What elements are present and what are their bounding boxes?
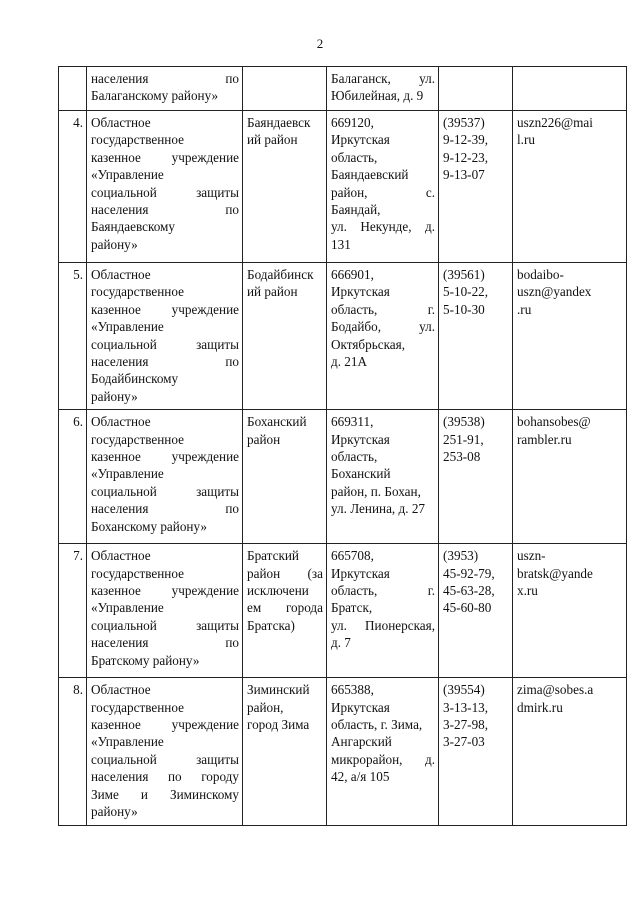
organization-line: государственное	[91, 284, 184, 300]
organization-line: району»	[91, 804, 138, 820]
organization-cell	[87, 263, 243, 410]
email-line: dmirk.ru	[517, 699, 563, 715]
organization-line: государственное	[91, 699, 184, 715]
organization-cell	[87, 111, 243, 263]
address-line: 669120,	[331, 115, 374, 130]
phone-line: 3-27-03	[443, 734, 485, 750]
email-line: bohansobes@	[517, 414, 591, 430]
address-line: ул. Ленина, д. 27	[331, 501, 426, 517]
district-cell	[243, 111, 327, 263]
district-line: город Зима	[247, 717, 310, 733]
email-line: .ru	[517, 301, 532, 317]
address-line: д. 7	[331, 635, 351, 651]
organization-line: государственное	[91, 565, 184, 581]
email-line: rambler.ru	[517, 431, 572, 447]
address-line: Иркутская	[331, 565, 390, 581]
address-line: 131	[331, 236, 351, 252]
district-line: исключени	[247, 583, 309, 599]
table-row	[59, 544, 627, 678]
address-line: Октябрьская,	[331, 336, 406, 352]
organization-line: казенное учреждение	[91, 717, 239, 733]
address-cell	[327, 410, 439, 544]
phone-line: 9-13-07	[443, 167, 485, 183]
organization-line: району»	[91, 236, 138, 252]
email-cell	[513, 678, 627, 826]
address-line: 665708,	[331, 548, 374, 564]
phone-line: 5-10-30	[443, 301, 485, 317]
phone-line: 45-60-80	[443, 600, 492, 616]
phone-line: 3-27-98,	[443, 717, 489, 733]
district-line: Баяндаевск	[247, 115, 311, 130]
address-line: микрорайон, д.	[331, 751, 435, 767]
district-cell	[243, 544, 327, 678]
email-line: uszn@yandex	[517, 284, 592, 300]
organization-line: «Управление	[91, 466, 164, 482]
organization-line: государственное	[91, 431, 184, 447]
address-line: Баяндаевский	[331, 167, 409, 183]
phone-line: (39561)	[443, 267, 485, 282]
phone-cell	[439, 410, 513, 544]
email-line: bodaibo-	[517, 267, 564, 282]
organization-line: Областное	[91, 548, 151, 564]
organization-line: населения по	[91, 501, 239, 517]
organization-line: Баяндаевскому	[91, 219, 175, 235]
organization-line: населения по городу	[91, 769, 239, 785]
phone-line: 3-13-13,	[443, 699, 489, 715]
phone-cell	[439, 263, 513, 410]
address-line: Баяндай,	[331, 202, 381, 218]
email-line: l.ru	[517, 132, 535, 148]
email-line: bratsk@yande	[517, 565, 593, 581]
organization-line: Областное	[91, 414, 151, 430]
phone-line: 9-12-39,	[443, 132, 489, 148]
district-line: Бодайбинск	[247, 267, 314, 282]
address-line: ул. Пионерская,	[331, 617, 435, 633]
organization-line: Бодайбинскому	[91, 371, 179, 387]
row-number: 8.	[73, 682, 83, 698]
district-line: Боханский	[247, 414, 307, 430]
organization-line: Областное	[91, 267, 151, 282]
row-number: 4.	[73, 115, 83, 130]
address-line: область,	[331, 449, 378, 465]
address-line: область, г.	[331, 301, 435, 317]
organization-line: Областное	[91, 115, 151, 130]
email-cell	[513, 544, 627, 678]
institutions-table	[58, 66, 627, 826]
phone-line: 9-12-23,	[443, 149, 489, 165]
district-cell	[243, 410, 327, 544]
phone-line: 251-91,	[443, 431, 484, 447]
organization-line: казенное учреждение	[91, 301, 239, 317]
organization-line: Зиме и Зиминскому	[91, 786, 239, 802]
email-cell	[513, 263, 627, 410]
organization-line: государственное	[91, 132, 184, 148]
organization-line: населения по	[91, 71, 239, 86]
address-line: 669311,	[331, 414, 374, 430]
district-cell	[243, 67, 327, 111]
phone-line: 45-92-79,	[443, 565, 495, 581]
organization-line: населения по	[91, 202, 239, 218]
table-row	[59, 410, 627, 544]
address-line: д. 21А	[331, 354, 368, 370]
table-body	[59, 67, 627, 826]
address-line: Братск,	[331, 600, 373, 616]
address-line: Ангарский	[331, 734, 392, 750]
organization-line: казенное учреждение	[91, 449, 239, 465]
phone-cell	[439, 67, 513, 111]
district-line: Братска)	[247, 617, 295, 633]
address-line: область, г.	[331, 583, 435, 599]
email-line: zima@sobes.a	[517, 682, 594, 698]
address-line: район, с.	[331, 184, 435, 200]
phone-cell	[439, 544, 513, 678]
table-row	[59, 263, 627, 410]
organization-cell	[87, 678, 243, 826]
phone-line: 45-63-28,	[443, 583, 495, 599]
phone-line: (39537)	[443, 115, 485, 130]
row-number-cell	[59, 678, 87, 826]
organization-line: социальной защиты	[91, 184, 239, 200]
row-number: 5.	[73, 267, 83, 282]
address-line: 42, а/я 105	[331, 769, 390, 785]
address-line: Иркутская	[331, 284, 390, 300]
email-line: uszn-	[517, 548, 546, 564]
organization-line: «Управление	[91, 600, 164, 616]
address-line: Иркутская	[331, 132, 390, 148]
phone-line: 253-08	[443, 449, 481, 465]
district-cell	[243, 678, 327, 826]
row-number: 6.	[73, 414, 83, 430]
organization-line: «Управление	[91, 167, 164, 183]
district-line: район (за	[247, 565, 323, 581]
organization-line: населения по	[91, 354, 239, 370]
organization-line: социальной защиты	[91, 483, 239, 499]
phone-cell	[439, 678, 513, 826]
organization-line: социальной защиты	[91, 617, 239, 633]
organization-line: казенное учреждение	[91, 149, 239, 165]
organization-line: «Управление	[91, 319, 164, 335]
organization-cell	[87, 544, 243, 678]
district-line: ий район	[247, 132, 298, 148]
address-line: ул. Некунде, д.	[331, 219, 435, 235]
address-line: область, г. Зима,	[331, 717, 423, 733]
phone-line: (3953)	[443, 548, 479, 564]
address-line: Боханский	[331, 466, 391, 482]
row-number-cell	[59, 111, 87, 263]
table-row	[59, 111, 627, 263]
address-line: Иркутская	[331, 431, 390, 447]
district-line: ем города	[247, 600, 323, 616]
address-cell	[327, 111, 439, 263]
row-number-cell	[59, 410, 87, 544]
table-row	[59, 67, 627, 111]
address-line: район, п. Бохан,	[331, 483, 421, 499]
email-line: uszn226@mai	[517, 115, 593, 130]
address-line: 666901,	[331, 267, 374, 282]
phone-line: (39554)	[443, 682, 485, 698]
email-cell	[513, 111, 627, 263]
organization-line: «Управление	[91, 734, 164, 750]
address-line: Бодайбо, ул.	[331, 319, 435, 335]
district-cell	[243, 263, 327, 410]
address-cell	[327, 263, 439, 410]
organization-line: Братскому району»	[91, 652, 200, 668]
address-line: Балаганск, ул.	[331, 71, 435, 86]
row-number-cell	[59, 544, 87, 678]
address-line: область,	[331, 149, 378, 165]
phone-cell	[439, 111, 513, 263]
address-cell	[327, 67, 439, 111]
organization-line: Балаганскому району»	[91, 88, 219, 104]
row-number-cell	[59, 263, 87, 410]
address-line: Иркутская	[331, 699, 390, 715]
phone-line: 5-10-22,	[443, 284, 489, 300]
organization-line: району»	[91, 388, 138, 404]
phone-line: (39538)	[443, 414, 485, 430]
address-cell	[327, 678, 439, 826]
email-line: x.ru	[517, 583, 538, 599]
organization-line: Областное	[91, 682, 151, 698]
organization-cell	[87, 410, 243, 544]
row-number: 7.	[73, 548, 83, 564]
email-cell	[513, 410, 627, 544]
organization-cell	[87, 67, 243, 111]
email-cell	[513, 67, 627, 111]
organization-line: социальной защиты	[91, 336, 239, 352]
district-line: район,	[247, 699, 284, 715]
address-cell	[327, 544, 439, 678]
district-line: Зиминский	[247, 682, 310, 698]
address-line: 665388,	[331, 682, 374, 698]
organization-line: социальной защиты	[91, 751, 239, 767]
organization-line: Боханскому району»	[91, 518, 208, 534]
row-number-cell	[59, 67, 87, 111]
district-line: район	[247, 431, 281, 447]
organization-line: населения по	[91, 635, 239, 651]
page-number: 2	[316, 36, 324, 51]
district-line: Братский	[247, 548, 299, 564]
address-line: Юбилейная, д. 9	[331, 88, 424, 104]
organization-line: казенное учреждение	[91, 583, 239, 599]
table-row	[59, 678, 627, 826]
district-line: ий район	[247, 284, 298, 300]
